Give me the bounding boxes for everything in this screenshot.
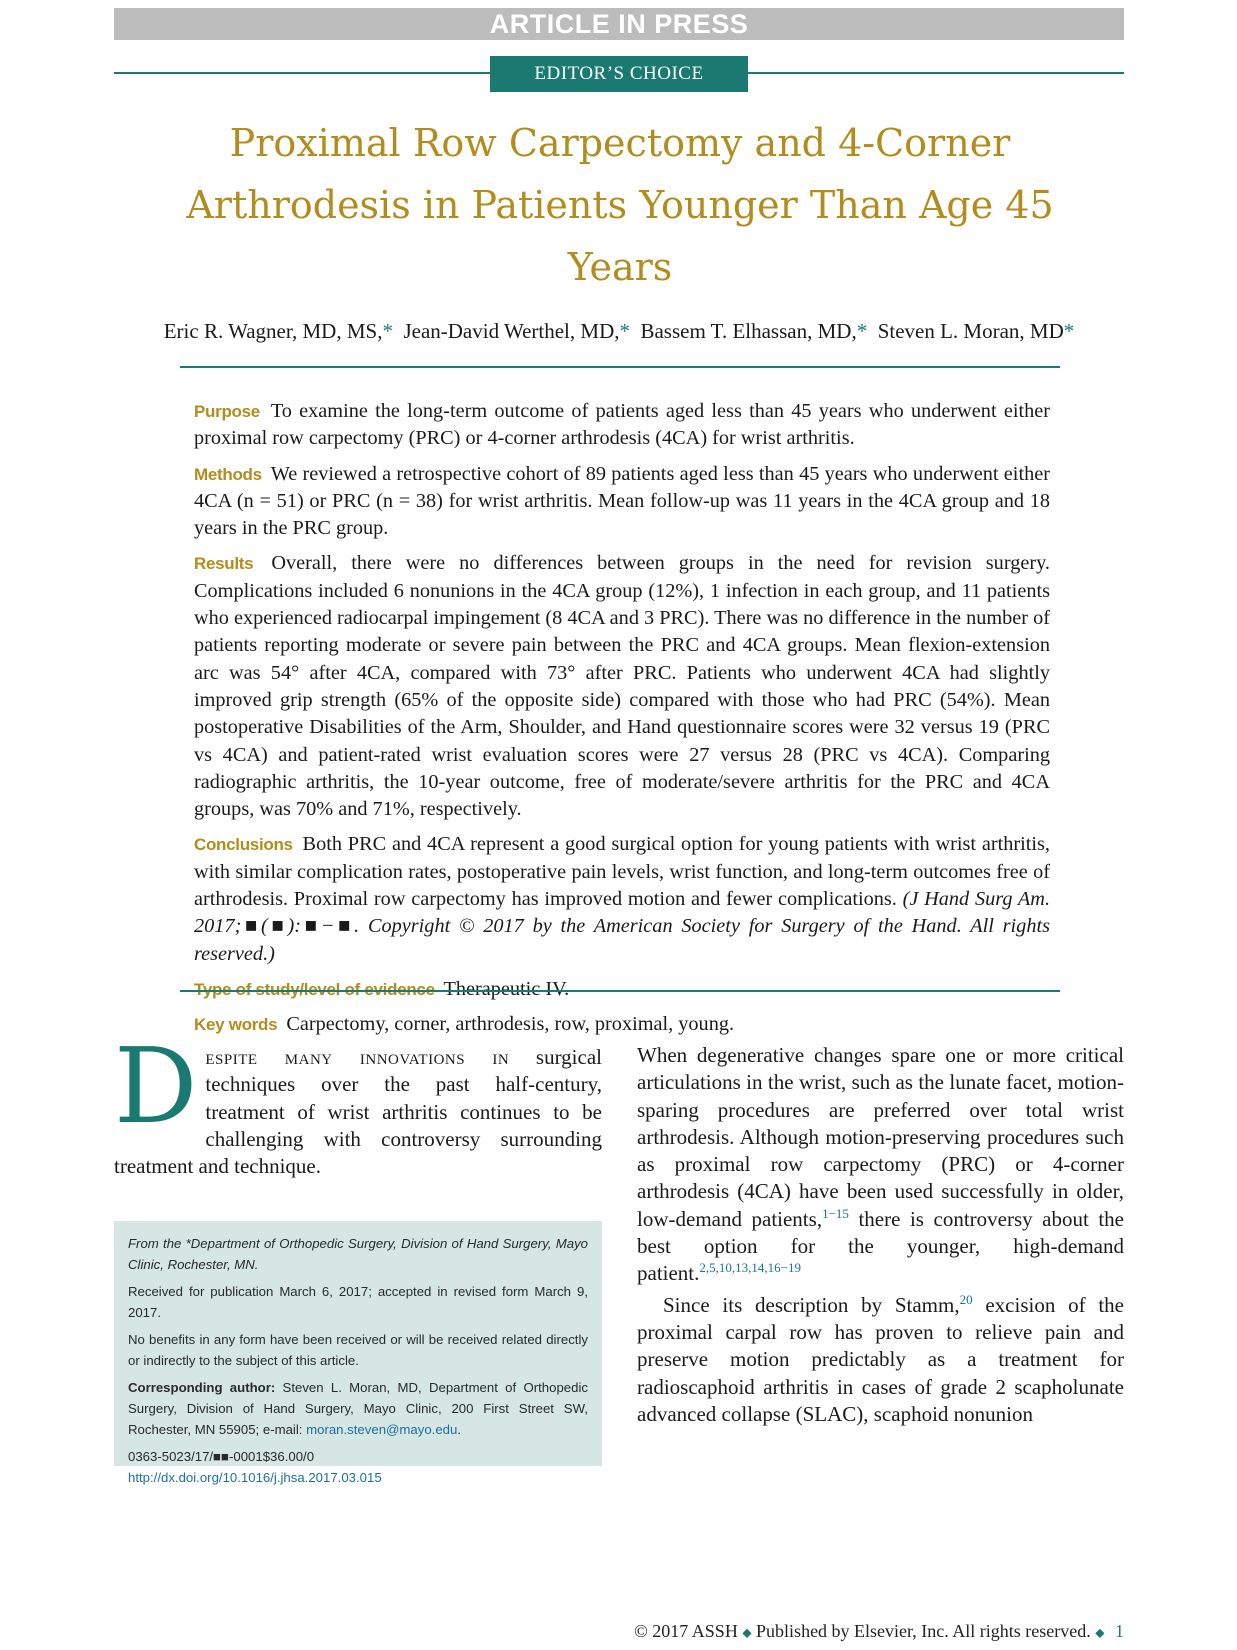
intro-lead: espite many innovations in <box>205 1045 510 1069</box>
affiliation-mark[interactable]: * <box>619 319 630 343</box>
author-name: Jean-David Werthel, MD, <box>403 319 620 343</box>
study-type-text: Therapeutic IV. <box>443 977 570 1000</box>
footer-publisher: Published by Elsevier, Inc. All rights reserved. <box>756 1621 1091 1641</box>
abstract <box>194 398 1050 1047</box>
body-text: When degenerative changes spare one or more critical articulations in the wrist, such as the lunate facet, motion-sparing procedures are preferred over total wrist arthrodesis. Although motion-preserving procedures such as proximal row carpectomy (PRC) or 4-corner arthrodesis (4CA) have been used successfully in older, low-demand patients, <box>637 1043 1124 1231</box>
reference-link[interactable]: 20 <box>959 1291 973 1307</box>
abstract-conclusions <box>194 831 1050 967</box>
corresponding-text: Steven L. Moran, MD, Department of Orthopedic Surgery, Division of Hand Surgery, Mayo Clinic, 200 First Street SW, Rochester, MN 55905; e-mail: <box>128 1380 588 1437</box>
corresponding-note <box>128 1377 588 1440</box>
doi-link[interactable]: http://dx.doi.org/10.1016/j.jhsa.2017.03.015 <box>128 1470 382 1485</box>
reference-link[interactable]: 1−15 <box>822 1205 849 1221</box>
journal-citation: (J Hand Surg Am. 2017;■(■):■−■. Copyright © 2017 by the American Society for Surgery of the Hand. All rights reserved.) <box>194 888 1051 965</box>
abstract-top-rule <box>180 366 1060 368</box>
body-text: there is controversy about the best option for the younger, high-demand patient. <box>637 1206 1124 1286</box>
methods-label: Methods <box>194 464 262 484</box>
study-type-label: Type of study/level of evidence <box>194 979 435 999</box>
abstract-results <box>194 550 1050 823</box>
body-text: excision of the proximal carpal row has proven to relieve pain and preserve motion predictably as a treatment for radioscaphoid arthritis in cases of grade 2 scapholunate advanced collapse (SLAC), scaphoid nonunion <box>637 1292 1124 1426</box>
email-end: . <box>457 1422 461 1437</box>
abstract-keywords <box>194 1011 1050 1038</box>
abstract-bottom-rule <box>180 990 1060 992</box>
author-name: Steven L. Moran, MD <box>877 319 1064 343</box>
reference-link[interactable]: 2,5,10,13,14,16−19 <box>699 1260 801 1276</box>
body-paragraph <box>637 1042 1124 1288</box>
body-paragraph <box>637 1292 1124 1428</box>
conclusions-label: Conclusions <box>194 835 293 855</box>
purpose-label: Purpose <box>194 402 260 421</box>
drop-cap: D <box>114 1025 198 1147</box>
corresponding-label: Corresponding author: <box>128 1380 276 1395</box>
affiliation-mark[interactable]: * <box>1063 319 1075 343</box>
footer-copyright: © 2017 ASSH <box>634 1621 738 1641</box>
conclusions-text: Both PRC and 4CA represent a good surgical option for young patients with wrist arthritis, with similar complication rates, postoperative pain levels, wrist function, and long-term outcomes free of arthrodesis. Proximal row carpectomy has improved motion and fewer complications. <box>194 833 1051 911</box>
issn-line <box>128 1446 588 1488</box>
separator-diamond-icon: ◆ <box>742 1625 752 1640</box>
affiliation-mark[interactable]: * <box>382 319 393 343</box>
keywords-text: Carpectomy, corner, arthrodesis, row, proximal, young. <box>286 1013 735 1036</box>
abstract-methods <box>194 461 1050 543</box>
benefits-note: No benefits in any form have been received or will be received related directly or indirectly to the subject of this article. <box>128 1332 588 1368</box>
email-link[interactable]: moran.steven@mayo.edu <box>306 1422 458 1437</box>
page-footer <box>634 1621 1124 1642</box>
author-list <box>114 318 1124 344</box>
affiliation-note: From the *Department of Orthopedic Surgery, Division of Hand Surgery, Mayo Clinic, Rochester, MN. <box>128 1236 588 1272</box>
separator-diamond-icon: ◆ <box>1095 1625 1105 1640</box>
purpose-text: To examine the long-term outcome of patients aged less than 45 years who underwent either proximal row carpectomy (PRC) or 4-corner arthrodesis (4CA) for wrist arthritis. <box>194 400 1050 450</box>
article-title: Proximal Row Carpectomy and 4-Corner Arthrodesis in Patients Younger Than Age 45 Years <box>186 121 1054 289</box>
editors-choice-tab: EDITOR’S CHOICE <box>490 56 748 92</box>
article-in-press-banner: ARTICLE IN PRESS <box>114 8 1124 40</box>
page-number: 1 <box>1115 1621 1124 1641</box>
article-info-box <box>114 1221 602 1485</box>
intro-text: surgical techniques over the past half-century, treatment of wrist arthritis continues to be challenging with controversy surrounding treatment and technique. <box>114 1045 602 1179</box>
body-text: Since its description by Stamm, <box>663 1292 960 1317</box>
received-note: Received for publication March 6, 2017; accepted in revised form March 9, 2017. <box>128 1284 588 1320</box>
results-label: Results <box>194 554 254 574</box>
affiliation-mark[interactable]: * <box>856 319 868 343</box>
issn-text: 0363-5023/17/■■-0001$36.00/0 <box>128 1449 315 1464</box>
right-column <box>637 1042 1124 1428</box>
methods-text: We reviewed a retrospective cohort of 89 patients aged less than 45 years who underwent either 4CA (n = 51) or PRC (n = 38) for wrist arthritis. Mean follow-up was 11 years in the 4CA group and 18 years in the PRC group. <box>194 462 1050 540</box>
keywords-label: Key words <box>194 1015 278 1035</box>
author-name: Bassem T. Elhassan, MD, <box>640 319 857 343</box>
author-name: Eric R. Wagner, MD, MS, <box>163 319 383 343</box>
abstract-purpose <box>194 398 1050 453</box>
results-text: Overall, there were no differences between groups in the need for revision surgery. Complications included 6 nonunions in the 4CA group (12%), 1 infection in each group, and 11 patients who experienced radiocarpal impingement (8 4CA and 3 PRC). There was no difference in the number of patients reporting moderate or severe pain between the PRC and 4CA groups. Mean flexion-extension arc was 54° after 4CA, compared with 73° after PRC. Patients who underwent 4CA had slightly improved grip strength (65% of the opposite side) compared with those who had PRC (54%). Mean postoperative Disabilities of the Arm, Shoulder, and Hand questionnaire scores were 32 versus 19 (PRC vs 4CA) and patient-rated wrist evaluation scores were 27 versus 28 (PRC vs 4CA). Comparing radiographic arthritis, the 10-year outcome, free of moderate/severe arthritis for the PRC and 4CA groups, was 70% and 71%, respectively. <box>194 552 1050 821</box>
